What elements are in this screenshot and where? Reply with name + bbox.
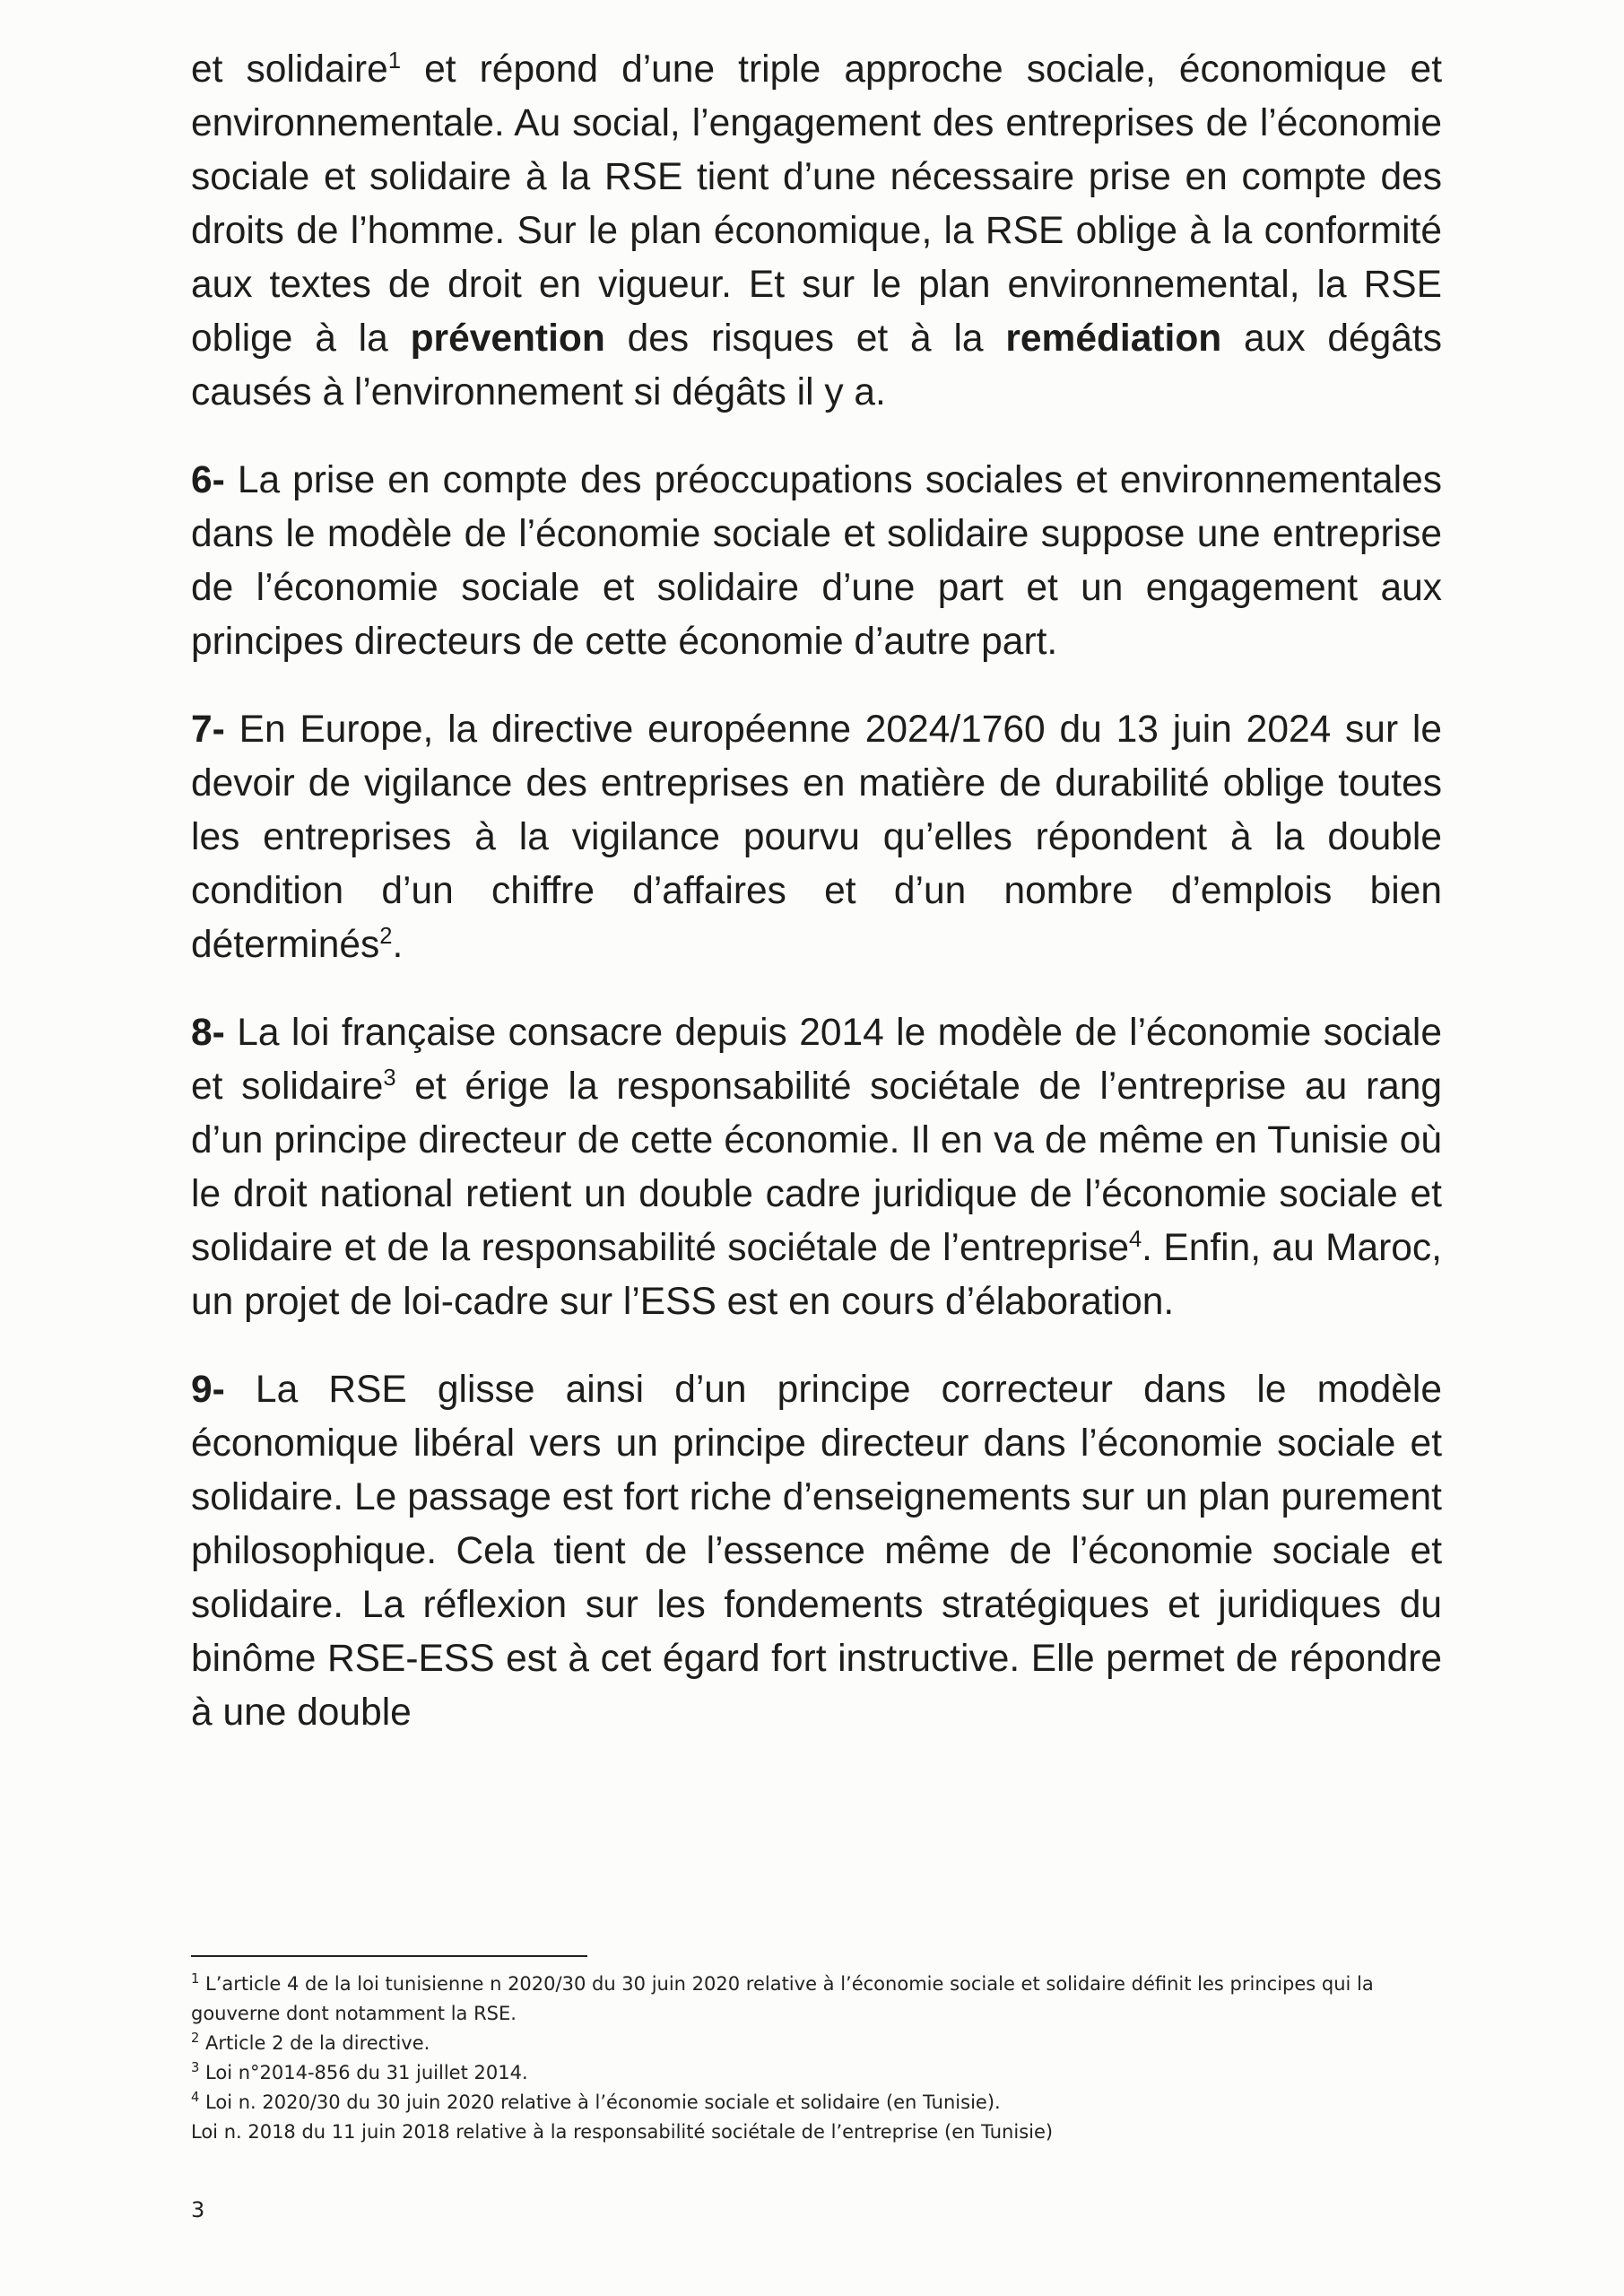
footnote-2	[191, 2029, 1437, 2058]
paragraph-text: La prise en compte des préoccupations sociales et environnementales dans le modèle de l’économie sociale et solidaire suppose une entreprise de l’économie sociale et solidaire d’une part et un engagement aux principes directeurs de cette économie d’autre part.	[191, 459, 1442, 663]
paragraph-text: .	[392, 924, 404, 966]
paragraph-number: 8-	[191, 1012, 225, 1054]
footnote-number: 2	[191, 2031, 200, 2046]
paragraph-7	[191, 703, 1442, 972]
footnote-4	[191, 2088, 1437, 2118]
emphasis-prevention: prévention	[410, 317, 605, 360]
footnote-separator	[191, 1955, 587, 1957]
footnote-ref-4: 4	[1128, 1226, 1142, 1252]
footnote-number: 1	[191, 1971, 200, 1987]
paragraph-text: et érige la responsabilité sociétale de l’entreprise au rang d’un principe directeur de cette économie. Il en va de même en Tunisie où le droit national retient un double cadre juridique de l’économie sociale et solidaire et de la responsabilité sociétale de l’entreprise	[191, 1065, 1443, 1269]
footnote-text: Loi n. 2020/30 du 30 juin 2020 relative à l’économie sociale et solidaire (en Tunisie).	[199, 2092, 1001, 2113]
footnote-ref-2: 2	[379, 923, 393, 949]
paragraph-text: La RSE glisse ainsi d’un principe correcteur dans le modèle économique libéral vers un principe directeur dans l’économie sociale et solidaire. Le passage est fort riche d’enseignements sur un plan purement philosophique. Cela tient de l’essence même de l’économie sociale et solidaire. La réflexion sur les fondements stratégiques et juridiques du binôme RSE-ESS est à cet égard fort instructive. Elle permet de répondre à une double	[191, 1369, 1442, 1734]
footnote-number: 3	[191, 2060, 200, 2075]
paragraph-text: . Enfin, au Maroc, un projet de loi-cadre sur l’ESS est en cours d’élaboration.	[191, 1227, 1442, 1323]
paragraph-number: 9-	[191, 1369, 225, 1411]
document-body	[191, 43, 1442, 1774]
paragraph-number: 7-	[191, 709, 225, 751]
paragraph-text: aux dégâts causés à l’environnement si dégâts il y a.	[191, 317, 1442, 413]
footnote-text: Loi n. 2018 du 11 juin 2018 relative à la responsabilité sociétale de l’entreprise (en Tunisie)	[191, 2121, 1054, 2143]
paragraph-6	[191, 454, 1442, 669]
footnote-text: Article 2 de la directive.	[199, 2032, 430, 2054]
paragraph-text: et répond d’une triple approche sociale, économique et environnementale. Au social, l’engagement des entreprises de l’économie sociale et solidaire à la RSE tient d’une nécessaire prise en compte des droits de l’homme. Sur le plan économique, la RSE oblige à la conformité aux textes de droit en vigueur. Et sur le plan environnemental, la RSE oblige à la	[191, 48, 1443, 360]
page-number: 3	[191, 2197, 205, 2222]
paragraph-text: En Europe, la directive européenne 2024/1760 du 13 juin 2024 sur le devoir de vigilance des entreprises en matière de durabilité oblige toutes les entreprises à la vigilance pourvu qu’elles répondent à la double condition d’un chiffre d’affaires et d’un nombre d’emplois bien déterminés	[191, 709, 1442, 966]
paragraph-text: La loi française consacre depuis 2014 le modèle de l’économie sociale et solidaire	[191, 1012, 1442, 1108]
footnote-number: 4	[191, 2090, 200, 2105]
footnote-ref-3: 3	[383, 1065, 396, 1091]
footnote-ref-1: 1	[387, 48, 402, 74]
footnote-text: Loi n°2014-856 du 31 juillet 2014.	[199, 2062, 528, 2083]
paragraph-text: des risques et à la	[604, 317, 1006, 360]
footnotes	[191, 1970, 1437, 2147]
footnote-1	[191, 1970, 1437, 2029]
footnote-3	[191, 2058, 1437, 2088]
paragraph-8	[191, 1006, 1442, 1329]
emphasis-remediation: remédiation	[1005, 317, 1222, 360]
footnote-4-continued	[191, 2118, 1437, 2147]
paragraph-continued	[191, 43, 1442, 420]
paragraph-9	[191, 1363, 1442, 1740]
paragraph-number: 6-	[191, 459, 225, 501]
paragraph-text: et solidaire	[191, 48, 388, 91]
footnote-text: L’article 4 de la loi tunisienne n 2020/30 du 30 juin 2020 relative à l’économie sociale et solidaire définit les principes qui la gouverne dont notamment la RSE.	[191, 1973, 1374, 2024]
